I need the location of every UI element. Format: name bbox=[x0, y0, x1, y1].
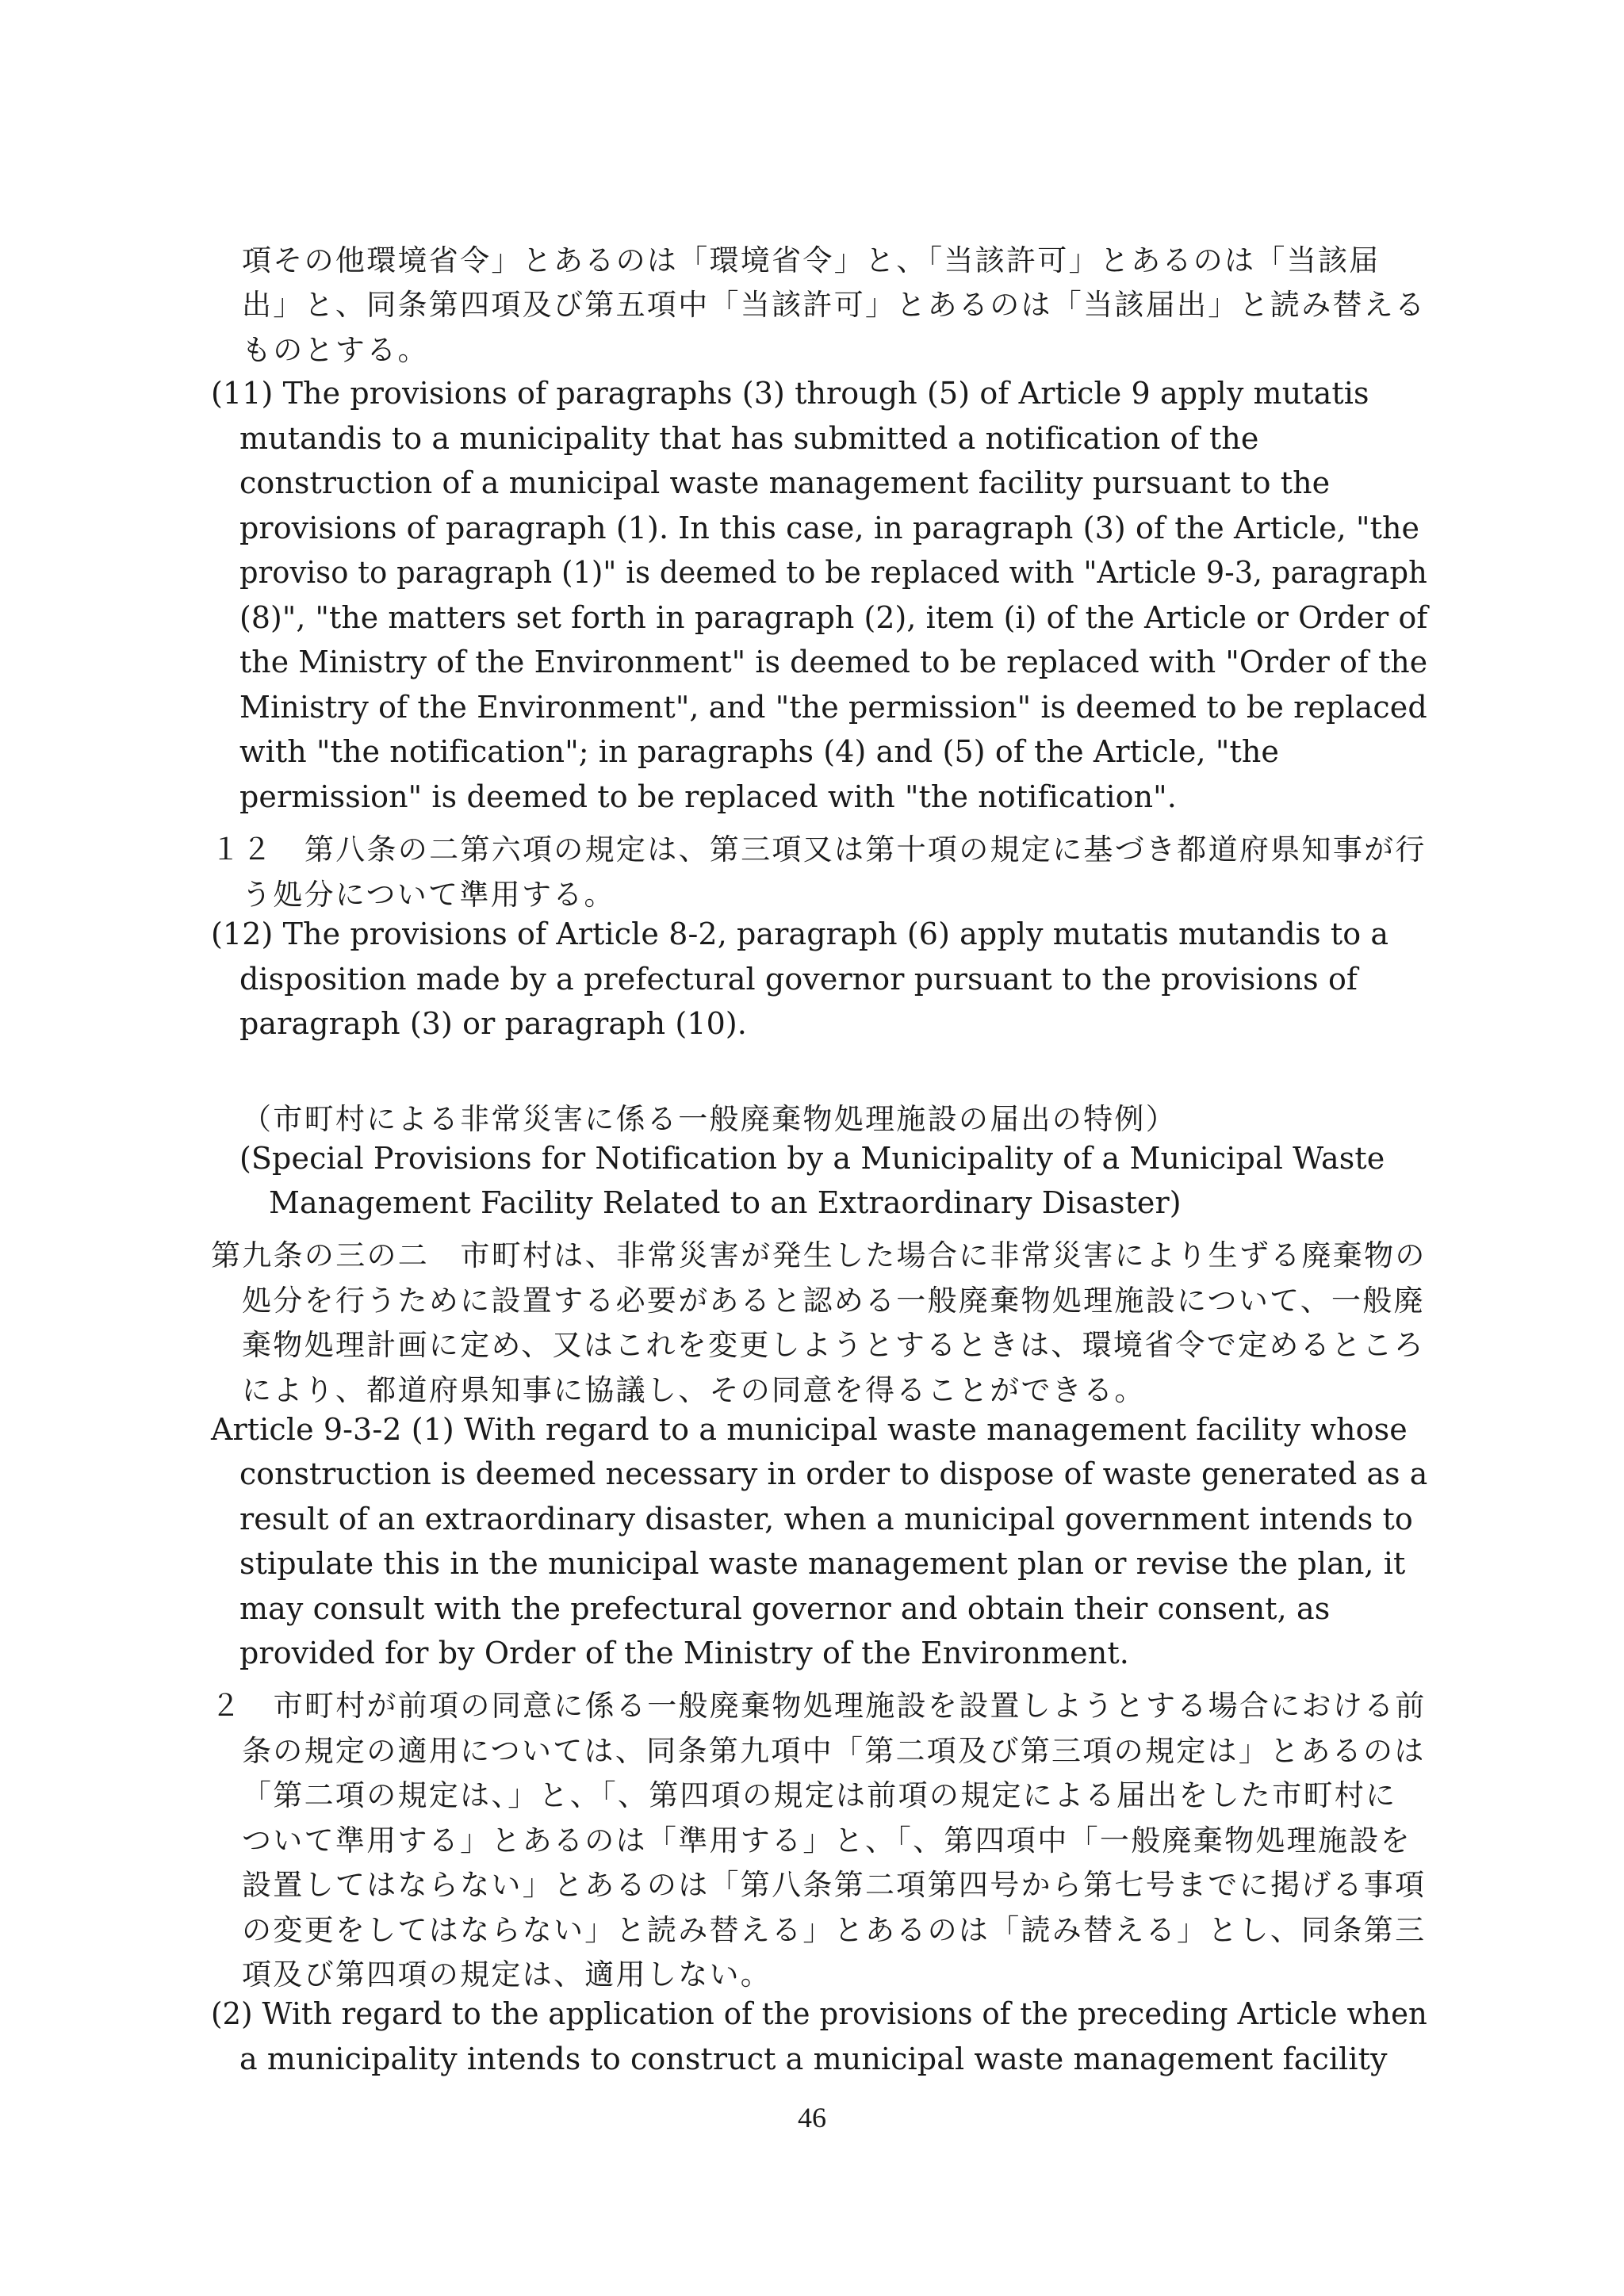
text-line: with "the notification"; in paragraphs (4) and (5) of the Article, "the bbox=[239, 734, 1279, 769]
text-line: construction of a municipal waste management facility pursuant to the bbox=[239, 465, 1331, 500]
text-line: ２ 市町村が前項の同意に係る一般廃棄物処理施設を設置しようとする場合における前 bbox=[211, 1689, 1427, 1723]
text-line: 第九条の三の二 市町村は、非常災害が発生した場合に非常災害により生ずる廃棄物の bbox=[211, 1238, 1427, 1272]
text-line: （市町村による非常災害に係る一般廃棄物処理施設の届出の特例） bbox=[242, 1102, 1177, 1136]
text-line: a municipality intends to construct a municipal waste management facility bbox=[239, 2042, 1388, 2076]
text-line: (11) The provisions of paragraphs (3) through (5) of Article 9 apply mutatis bbox=[211, 376, 1369, 411]
text-line: stipulate this in the municipal waste management plan or revise the plan, it bbox=[239, 1546, 1406, 1581]
text-line: ついて準用する」とあるのは「準用する」と、「、第四項中「一般廃棄物処理施設を bbox=[242, 1823, 1411, 1858]
text-line: (8)", "the matters set forth in paragraph (2), item (i) of the Article or Order of bbox=[239, 600, 1428, 635]
text-line: 処分を行うために設置する必要があると認める一般廃棄物処理施設について、一般廃 bbox=[242, 1284, 1425, 1318]
text-line: (Special Provisions for Notification by a Municipality of a Municipal Waste bbox=[239, 1141, 1385, 1176]
text-line: proviso to paragraph (1)" is deemed to be replaced with "Article 9-3, paragraph bbox=[239, 555, 1427, 590]
text-line: may consult with the prefectural governor and obtain their consent, as bbox=[239, 1591, 1331, 1626]
text-line: mutandis to a municipality that has submitted a notification of the bbox=[239, 421, 1259, 456]
text-line: 条の規定の適用については、同条第九項中「第二項及び第三項の規定は」とあるのは bbox=[242, 1734, 1426, 1768]
text-line: disposition made by a prefectural governor pursuant to the provisions of bbox=[239, 962, 1358, 997]
text-line: により、都道府県知事に協議し、その同意を得ることができる。 bbox=[242, 1373, 1146, 1407]
text-line: construction is deemed necessary in order to dispose of waste generated as a bbox=[239, 1456, 1428, 1491]
text-line: 項その他環境省令」とあるのは「環境省令」と、「当該許可」とあるのは「当該届 bbox=[242, 243, 1381, 277]
text-line: 出」と、同条第四項及び第五項中「当該許可」とあるのは「当該届出」と読み替える bbox=[242, 288, 1427, 322]
text-line: の変更をしてはならない」と読み替える」とあるのは「読み替える」とし、同条第三 bbox=[242, 1913, 1427, 1947]
text-line: ものとする。 bbox=[242, 333, 429, 367]
text-line: result of an extraordinary disaster, when a municipal government intends to bbox=[239, 1502, 1413, 1536]
text-line: provisions of paragraph (1). In this case, in paragraph (3) of the Article, "the bbox=[239, 511, 1420, 545]
text-line: う処分について準用する。 bbox=[242, 878, 615, 912]
text-line: the Ministry of the Environment" is deemed to be replaced with "Order of the bbox=[239, 645, 1428, 679]
text-line: 棄物処理計画に定め、又はこれを変更しようとするときは、環境省令で定めるところ bbox=[242, 1328, 1425, 1362]
text-line: Article 9-3-2 (1) With regard to a municipal waste management facility whose bbox=[211, 1412, 1408, 1447]
page-number: 46 bbox=[798, 2102, 826, 2133]
text-line: Ministry of the Environment", and "the permission" is deemed to be replaced bbox=[239, 690, 1427, 725]
text-line: １２ 第八条の二第六項の規定は、第三項又は第十項の規定に基づき都道府県知事が行 bbox=[211, 832, 1427, 867]
text-line: permission" is deemed to be replaced with "the notification". bbox=[239, 779, 1177, 814]
text-line: 項及び第四項の規定は、適用しない。 bbox=[242, 1957, 772, 1992]
text-line: 「第二項の規定は、」と、「、第四項の規定は前項の規定による届出をした市町村に bbox=[242, 1778, 1397, 1812]
text-line: (12) The provisions of Article 8-2, paragraph (6) apply mutatis mutandis to a bbox=[211, 916, 1389, 951]
text-line: (2) With regard to the application of the provisions of the preceding Article when bbox=[211, 1996, 1427, 2031]
text-line: paragraph (3) or paragraph (10). bbox=[239, 1006, 747, 1041]
text-line: provided for by Order of the Ministry of the Environment. bbox=[239, 1636, 1129, 1670]
text-line: 設置してはならない」とあるのは「第八条第二項第四号から第七号までに掲げる事項 bbox=[242, 1868, 1427, 1902]
text-line: Management Facility Related to an Extraordinary Disaster) bbox=[269, 1185, 1182, 1220]
